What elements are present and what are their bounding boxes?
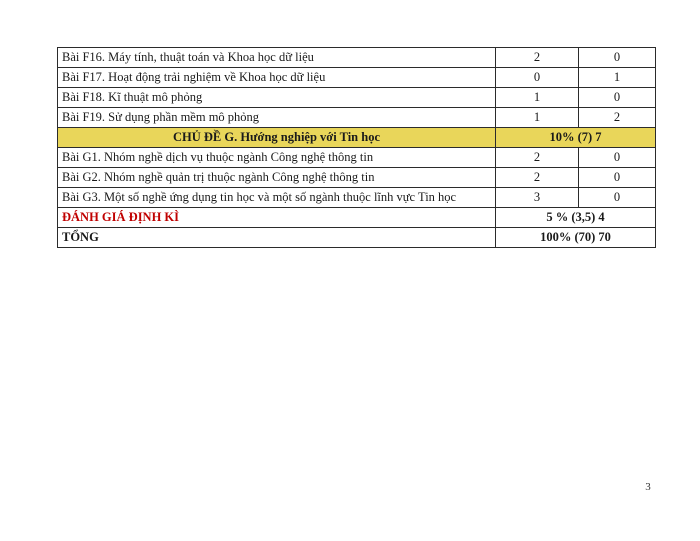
theme-percentage: 10% (7) 7 <box>496 128 656 148</box>
theme-title: CHỦ ĐỀ G. Hướng nghiệp với Tin học <box>58 128 496 148</box>
total-percentage: 100% (70) 70 <box>496 228 656 248</box>
table-row <box>58 188 656 208</box>
periods-value: 1 <box>579 68 656 88</box>
curriculum-table <box>57 47 656 248</box>
periods-value: 1 <box>496 108 579 128</box>
lesson-title: Bài G1. Nhóm nghề dịch vụ thuộc ngành Công nghệ thông tin <box>58 148 496 168</box>
table-row <box>58 148 656 168</box>
periods-value: 0 <box>579 88 656 108</box>
page-number: 3 <box>645 481 651 493</box>
lesson-title: Bài F16. Máy tính, thuật toán và Khoa học dữ liệu <box>58 48 496 68</box>
lesson-title: Bài F18. Kĩ thuật mô phỏng <box>58 88 496 108</box>
periods-value: 0 <box>579 48 656 68</box>
lesson-title: Bài G3. Một số nghề ứng dụng tin học và một số ngành thuộc lĩnh vực Tin học <box>58 188 496 208</box>
periods-value: 0 <box>496 68 579 88</box>
periods-value: 2 <box>496 168 579 188</box>
table-row-total <box>58 228 656 248</box>
table-row-theme-header <box>58 128 656 148</box>
lesson-title: Bài F19. Sử dụng phần mềm mô phỏng <box>58 108 496 128</box>
periods-value: 2 <box>496 148 579 168</box>
periods-value: 2 <box>579 108 656 128</box>
periods-value: 0 <box>579 148 656 168</box>
periods-value: 2 <box>496 48 579 68</box>
table-row <box>58 48 656 68</box>
lesson-title: Bài G2. Nhóm nghề quản trị thuộc ngành Công nghệ thông tin <box>58 168 496 188</box>
lesson-title: Bài F17. Hoạt động trải nghiệm về Khoa học dữ liệu <box>58 68 496 88</box>
assessment-percentage: 5 % (3,5) 4 <box>496 208 656 228</box>
periods-value: 3 <box>496 188 579 208</box>
table-row <box>58 68 656 88</box>
periods-value: 1 <box>496 88 579 108</box>
table-row <box>58 168 656 188</box>
table-row <box>58 108 656 128</box>
periods-value: 0 <box>579 188 656 208</box>
periods-value: 0 <box>579 168 656 188</box>
assessment-title: ĐÁNH GIÁ ĐỊNH KÌ <box>58 208 496 228</box>
table-row <box>58 88 656 108</box>
total-title: TỔNG <box>58 228 496 248</box>
table-row-assessment <box>58 208 656 228</box>
